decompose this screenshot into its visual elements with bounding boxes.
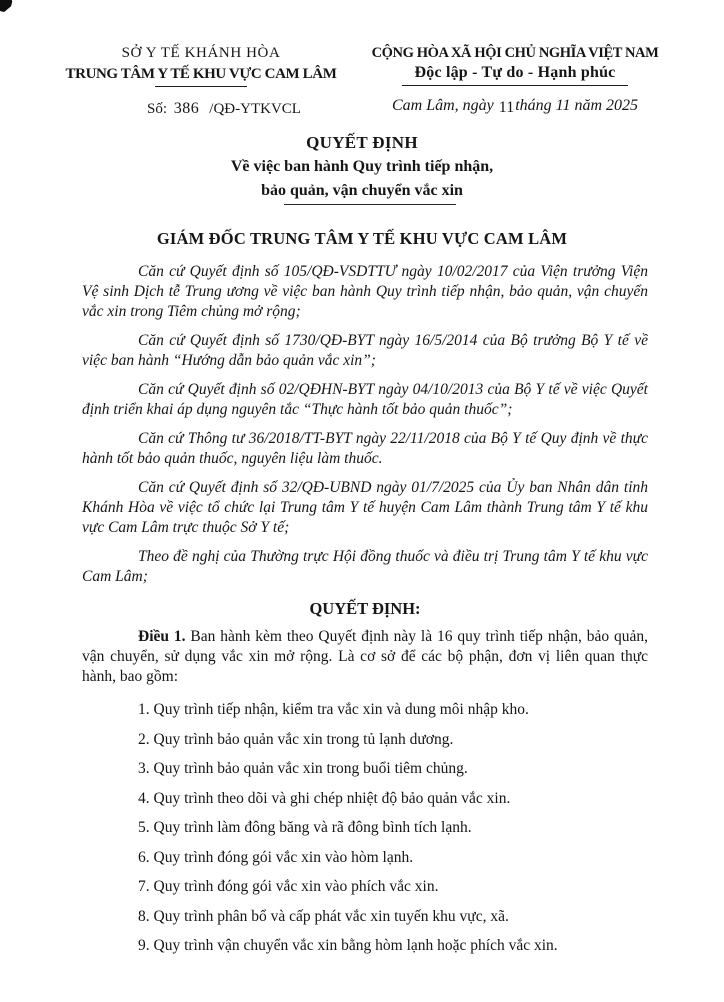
procedure-list	[82, 700, 648, 956]
article-1-label: Điều 1.	[138, 628, 186, 645]
procedure-item: 4. Quy trình theo dõi và ghi chép nhiệt độ bảo quản vắc xin.	[138, 789, 511, 807]
national-motto-block	[360, 44, 724, 118]
preamble-paragraph: Căn cứ Quyết định số 105/QĐ-VSDTTƯ ngày 10/02/2017 của Viện trưởng Viện Vệ sinh Dịch tễ Trung ương về việc ban hành Quy trình tiếp nhận, bảo quản, vận chuyển vắc xin trong Tiêm chủng mở rộng;	[82, 263, 648, 320]
document-title-block	[0, 133, 724, 249]
procedure-item: 9. Quy trình vận chuyển vắc xin bằng hòm lạnh hoặc phích vắc xin.	[138, 937, 558, 954]
place-date-prefix: Cam Lâm, ngày	[392, 97, 494, 114]
preamble-paragraph: Căn cứ Quyết định số 1730/QĐ-BYT ngày 16/5/2014 của Bộ trưởng Bộ Y tế về việc ban hành “Hướng dẫn bảo quản vắc xin”;	[82, 332, 648, 369]
document-number-line	[88, 100, 360, 118]
procedure-item: 7. Quy trình đóng gói vắc xin vào phích vắc xin.	[138, 878, 439, 895]
article-1-text: Ban hành kèm theo Quyết định này là 16 quy trình tiếp nhận, bảo quản, vận chuyển, sử dụng vắc xin mở rộng. Là cơ sở để các bộ phận, đơn vị liên quan thực hành, bao gồm:	[82, 628, 648, 685]
national-motto: Độc lập - Tự do - Hạnh phúc	[402, 64, 629, 86]
subject-line-1: Về việc ban hành Quy trình tiếp nhận,	[230, 158, 494, 175]
procedure-item: 6. Quy trình đóng gói vắc xin vào hòm lạnh.	[138, 848, 414, 866]
date-suffix: tháng 11 năm 2025	[515, 97, 638, 114]
preamble-paragraph: Căn cứ Quyết định số 02/QĐHN-BYT ngày 04/10/2013 của Bộ Y tế về việc Quyết định triển khai áp dụng nguyên tắc “Thực hành tốt bảo quản thuốc”;	[82, 381, 648, 418]
subject-line-2: bảo quản, vận chuyển vắc xin	[261, 182, 463, 199]
issuing-agency-block	[0, 44, 360, 118]
preamble-paragraph: Theo đề nghị của Thường trực Hội đồng thuốc và điều trị Trung tâm Y tế khu vực Cam Lâm;	[82, 548, 648, 585]
subject-underline	[284, 204, 456, 205]
preamble-paragraph: Căn cứ Quyết định số 32/QĐ-UBND ngày 01/7/2025 của Ủy ban Nhân dân tỉnh Khánh Hòa về việc tổ chức lại Trung tâm Y tế huyện Cam Lâm thành Trung tâm Y tế khu vực Cam Lâm trực thuộc Sở Y tế;	[82, 479, 648, 536]
procedure-item: 2. Quy trình bảo quản vắc xin trong tủ lạnh dương.	[138, 730, 454, 748]
article-1-section	[82, 627, 648, 687]
place-date-line	[360, 97, 670, 115]
national-title: CỘNG HÒA XÃ HỘI CHỦ NGHĨA VIỆT NAM	[371, 45, 659, 61]
agency-name: TRUNG TÂM Y TẾ KHU VỰC CAM LÂM	[65, 66, 337, 82]
issuer-title: GIÁM ĐỐC TRUNG TÂM Y TẾ KHU VỰC CAM LÂM	[156, 229, 568, 248]
preamble-paragraph: Căn cứ Thông tư 36/2018/TT-BYT ngày 22/11/2018 của Bộ Y tế Quy định về thực hành tốt bảo quản thuốc, nguyên liệu làm thuốc.	[82, 430, 648, 467]
procedure-item: 5. Quy trình làm đông băng và rã đông bình tích lạnh.	[138, 819, 472, 836]
agency-parent-name: SỞ Y TẾ KHÁNH HÒA	[121, 45, 281, 61]
document-header	[0, 0, 724, 118]
document-number-suffix: /QĐ-YTKVCL	[209, 101, 301, 117]
document-body	[0, 262, 724, 956]
date-day-value: 11	[498, 99, 515, 116]
preamble-section	[82, 262, 648, 587]
document-number-label: Số:	[147, 101, 168, 117]
decision-heading: QUYẾT ĐỊNH:	[309, 599, 421, 618]
procedure-item: 1. Quy trình tiếp nhận, kiểm tra vắc xin và dung môi nhập kho.	[138, 701, 529, 718]
procedure-item: 8. Quy trình phân bổ và cấp phát vắc xin tuyến khu vực, xã.	[138, 907, 509, 925]
procedure-item: 3. Quy trình bảo quản vắc xin trong buổi tiêm chủng.	[138, 760, 468, 777]
agency-name-underline	[155, 86, 247, 87]
document-type-heading: QUYẾT ĐỊNH	[306, 133, 418, 152]
document-number-value: 386	[173, 100, 200, 117]
article-1-paragraph	[82, 627, 648, 687]
